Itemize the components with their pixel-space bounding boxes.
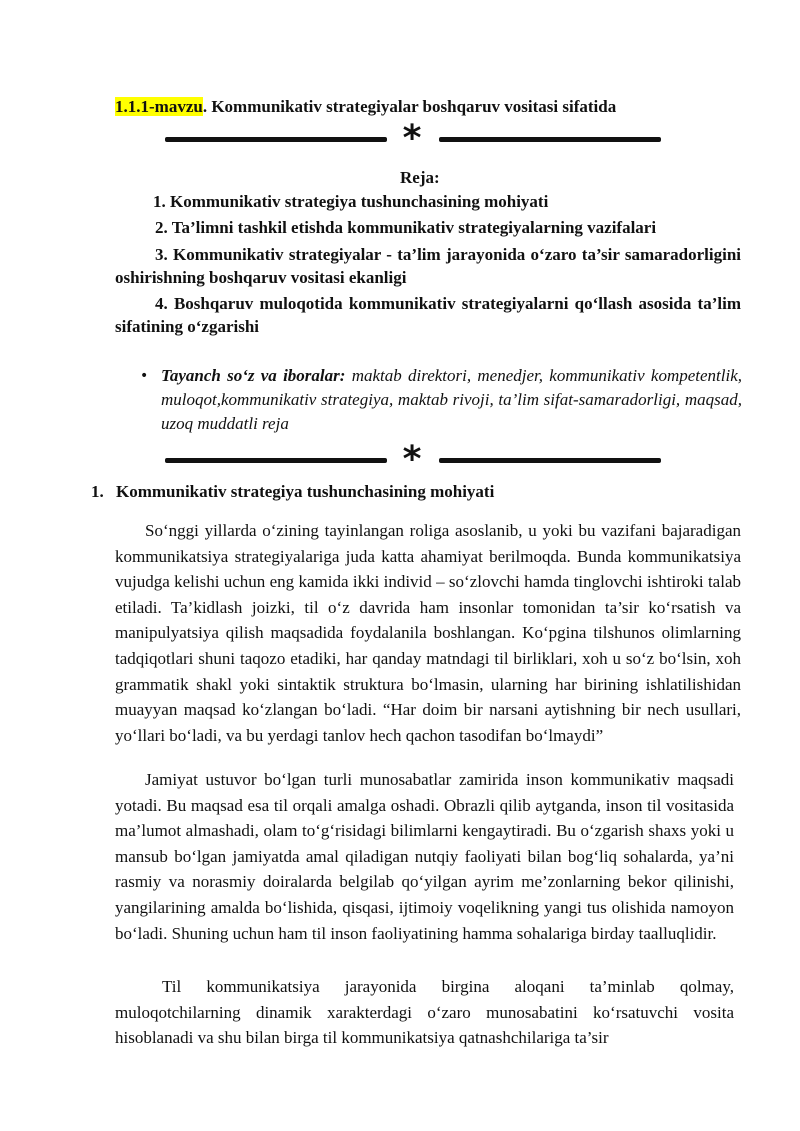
plan-item-2: 2. Ta’limni tashkil etishda kommunikativ strategiyalarning vazifalari: [155, 218, 657, 237]
divider-bar-right: [439, 458, 661, 463]
ornamental-divider-top: [165, 118, 661, 159]
ornamental-divider-bottom: [165, 439, 661, 480]
plan-heading: Reja:: [400, 168, 440, 187]
keywords-text: [161, 364, 742, 436]
bullet-icon: •: [140, 368, 149, 384]
keywords-list: maktab direktori, menedjer, kommunikativ kompetentlik, muloqot,kommunikativ strategiya, maktab rivoji, ta’lim sifat-samaradorligi, maqsad, uzoq muddatli reja: [161, 366, 743, 433]
section-title: Kommunikativ strategiya tushunchasining mohiyati: [116, 482, 495, 501]
section-number: 1.: [91, 482, 104, 501]
plan-item-1: 1. Kommunikativ strategiya tushunchasining mohiyati: [153, 192, 549, 211]
divider-bar-right: [439, 137, 661, 142]
topic-title: [115, 97, 616, 117]
plan-item-3: 3. Kommunikativ strategiyalar - ta’lim jarayonida o‘zaro ta’sir samaradorligini oshirishning boshqaruv vositasi ekanligi: [115, 245, 741, 287]
body-paragraph-3: Til kommunikatsiya jarayonida birgina aloqani ta’minlab qolmay, muloqotchilarning dinamik xarakterdagi o‘zaro munosabatini ko‘rsatuvchi vosita hisoblanadi va shu bilan birga til kommunikatsiya qatnashchilariga ta’sir: [115, 977, 734, 1048]
keywords-block: [140, 364, 742, 436]
keywords-label: Tayanch so‘z va iboralar:: [161, 366, 346, 385]
divider-bar-left: [165, 458, 387, 463]
asterisk-ornament-icon: *: [402, 439, 422, 480]
body-paragraph-1: So‘nggi yillarda o‘zining tayinlangan roliga asoslanib, u yoki bu vazifani bajaradigan kommunikatsiya strategiyalariga juda katta ahamiyat berilmoqda. Bunda kommunikatsiya vujudga kelishi uchun eng kamida ikki individ – so‘zlovchi hamda tinglovchi ishtiroki talab etiladi. Ta’kidlash joizki, til o‘z davrida ham insonlar tomonidan ta’sir ko‘rsatish va manipulyatsiya qilish maqsadida foydalanila boshlangan. Ko‘pgina tilshunos olimlarning tadqiqotlari shuni taqozo etadiki, har qanday matndagi til birliklari, xoh u so‘z bo‘lsin, xoh grammatik shakl yoki sintaktik struktura bo‘lmasin, ularning har birining ishlatilishidan muayyan maqsad ko‘zlangan bo‘ladi. “Har doim bir narsani aytishning bir nech usullari, yo‘llari bo‘ladi, va bu yerdagi tanlov hech qachon tasodifan bo‘lmaydi”: [115, 521, 741, 745]
section-heading: [91, 482, 494, 502]
asterisk-ornament-icon: *: [402, 118, 422, 159]
topic-title-text: . Kommunikativ strategiyalar boshqaruv vositasi sifatida: [202, 97, 617, 116]
body-paragraph-2: Jamiyat ustuvor bo‘lgan turli munosabatlar zamirida inson kommunikativ maqsadi yotadi. Bu maqsad esa til orqali amalga oshadi. Obrazli qilib aytganda, inson til vositasida ma’lumot almashadi, olam to‘g‘risidagi bilimlarni kengaytiradi. Bu o‘zgarish shaxs yoki u mansub bo‘lgan jamiyatda amal qiladigan nutqiy faoliyati bilan bog‘liq sohalarda, ya’ni rasmiy va norasmiy doiralarda belgilab qo‘yilgan ayrim me’zonlarning bekor qilinishi, yangilarining amalda bo‘lishida, qisqasi, ijtimoiy voqelikning yangi tus olishida namoyon bo‘ladi. Shuning uchun ham til inson faoliyatining hamma sohalariga birday taalluqlidir.: [115, 770, 734, 943]
divider-bar-left: [165, 137, 387, 142]
plan-item-4: 4. Boshqaruv muloqotida kommunikativ strategiyalarni qo‘llash asosida ta’lim sifatining o‘zgarishi: [115, 294, 741, 336]
topic-number-highlight: 1.1.1-mavzu: [115, 97, 203, 116]
